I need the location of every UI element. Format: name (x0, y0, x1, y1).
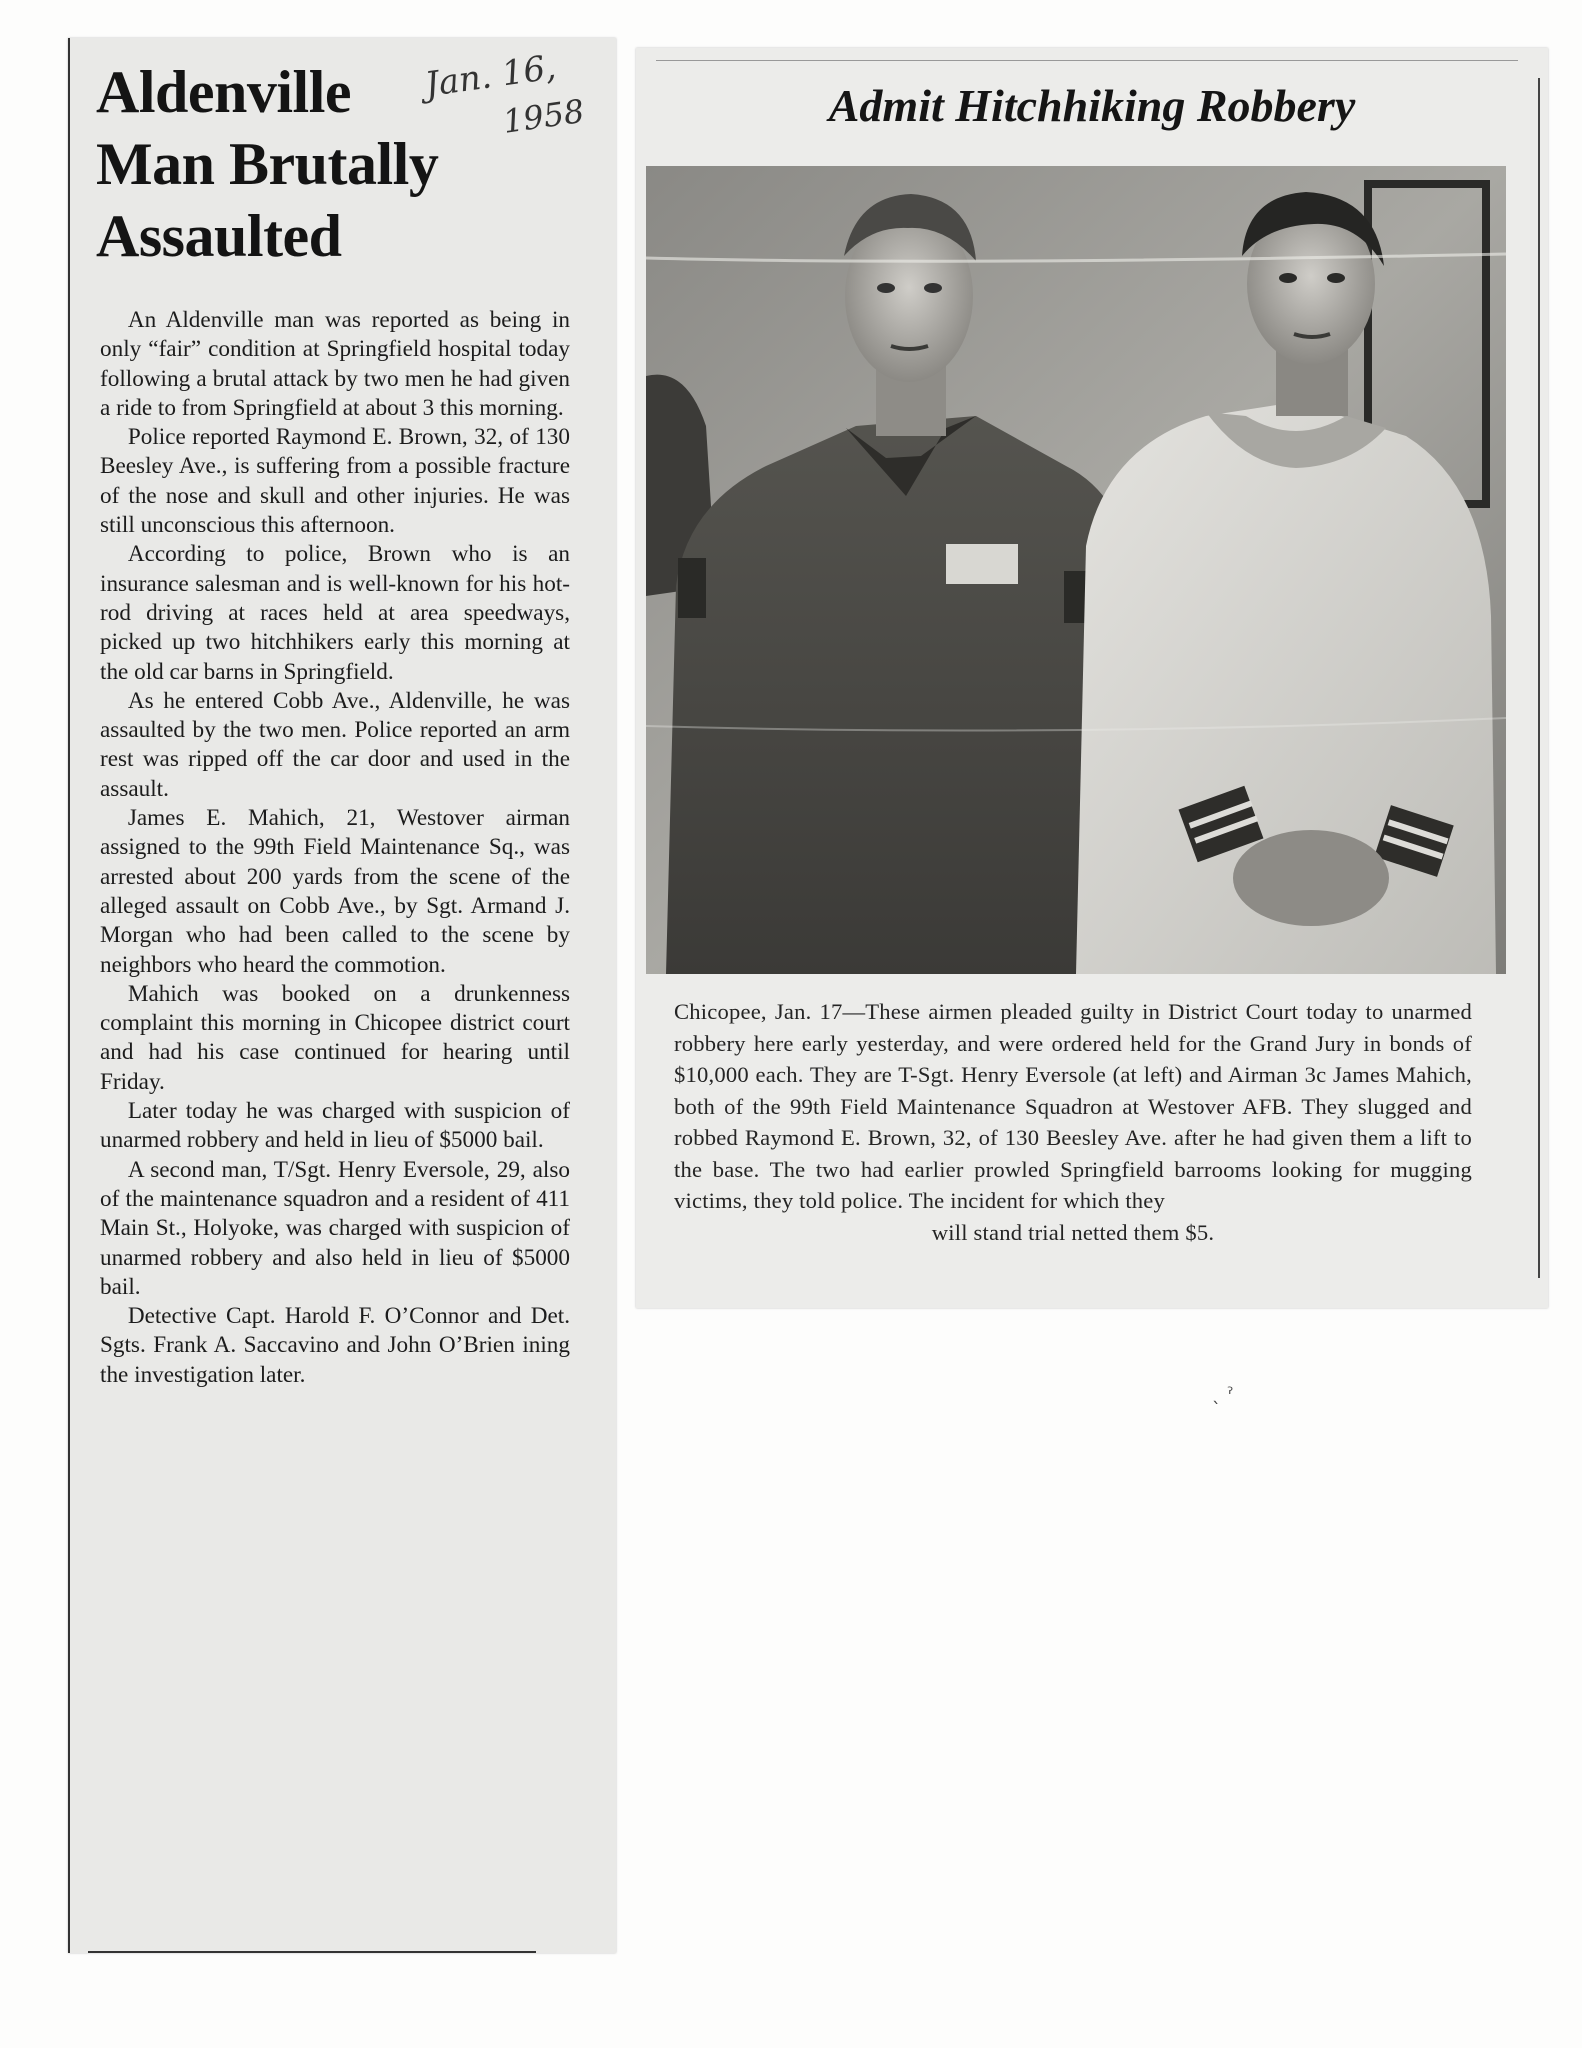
caption-text: Chicopee, Jan. 17—These airmen pleaded guilty in District Court today to unarmed robbery here early yesterday, and were ordered held for the Grand Jury in bonds of $10,000 each. They are T-Sgt. Henry Eversole (at left) and Airman 3c James Mahich, both of the 99th Field Maintenance Squadron at Westover AFB. They slugged and robbed Raymond E. Brown, 32, of 130 Beesley Ave. after he had given them a lift to the base. The two had earlier prowled Springfield barrooms looking for mugging victims, they told police. The incident for which they (674, 999, 1472, 1213)
article-paragraph: Later today he was charged with suspicion of unarmed robbery and held in lieu of $5000 bail. (100, 1098, 570, 1154)
handwritten-date-note (421, 31, 610, 164)
caption-last-line: will stand trial netted them $5. (931, 1219, 1215, 1245)
article-paragraph: A second man, T/Sgt. Henry Eversole, 29, also of the maintenance squadron and a resident of 411 Main St., Holyoke, was charged with suspicion of unarmed robbery and also held in lieu of $5000 bail. (100, 1156, 570, 1300)
photo-two-airmen (646, 166, 1506, 974)
photo-headline: Admit Hitchhiking Robbery (828, 80, 1356, 131)
article-paragraph: Mahich was booked on a drunkenness complaint this morning in Chicopee district court and had his case continued for hearing until Friday. (100, 980, 570, 1095)
article-paragraph: As he entered Cobb Ave., Aldenville, he was assaulted by the two men. Police reported an arm rest was ripped off the car door and used in the assault. (100, 687, 570, 802)
article-paragraph: Detective Capt. Harold F. O’Connor and Det. Sgts. Frank A. Saccavino and John O’Brien ining the investigation later. (100, 1303, 570, 1388)
clipping-edge-line (1538, 78, 1540, 1278)
left-clipping (68, 38, 616, 1953)
article-paragraph: According to police, Brown who is an insurance salesman and is well-known for his hot-rod driving at races held at area speedways, picked up two hitchhikers early this morning at the old car barns in Springfield. (100, 541, 570, 685)
clipping-top-rule (656, 60, 1518, 61)
clipping-bottom-line (88, 1951, 536, 1953)
photo-caption (674, 996, 1472, 1248)
headline-line-2: Man Brutally (96, 131, 439, 197)
handwritten-date-line-1: Jan. 16, (422, 47, 559, 106)
article-paragraph: Police reported Raymond E. Brown, 32, of 130 Beesley Ave., is suffering from a possible fracture of the nose and skull and other injuries. He was still unconscious this afternoon. (100, 424, 570, 539)
handwritten-date-line-2: 1958 (500, 91, 587, 141)
paper-speck-mark: ˎ ˀ (1212, 1384, 1234, 1405)
headline-line-3: Assaulted (96, 203, 342, 269)
headline-line-1: Aldenville (96, 59, 352, 125)
news-photo (646, 166, 1506, 974)
right-clipping (636, 48, 1548, 1308)
article-body (100, 306, 570, 1390)
clipping-edge-line (68, 38, 70, 1953)
article-paragraph: An Aldenville man was reported as being in only “fair” condition at Springfield hospital today following a brutal attack by two men he had given a ride to from Springfield at about 3 this morning. (100, 307, 570, 421)
article-paragraph: James E. Mahich, 21, Westover airman assigned to the 99th Field Maintenance Sq., was arrested about 200 yards from the scene of the alleged assault on Cobb Ave., by Sgt. Armand J. Morgan who had been called to the scene by neighbors who heard the commotion. (100, 805, 570, 978)
